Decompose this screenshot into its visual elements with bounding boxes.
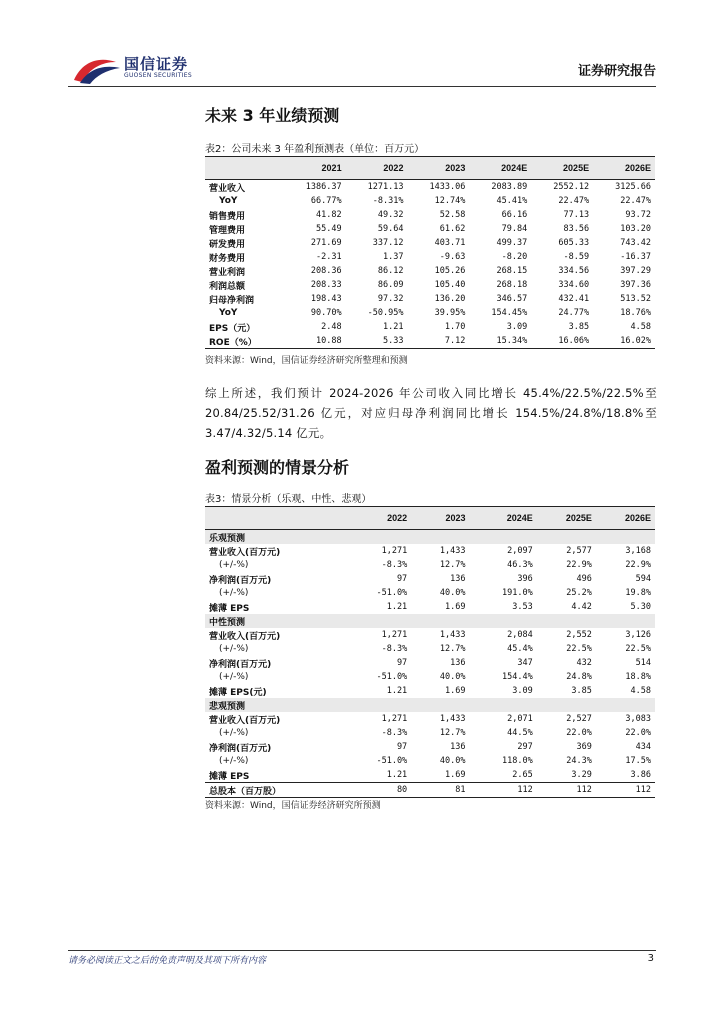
row-label: 利润总额 [209,281,246,292]
table-cell: 334.56 [558,266,590,276]
table-cell: 81 [411,783,469,798]
section-title-scenario: 盈利预测的情景分析 [205,458,350,477]
row-label: (+/-%) [219,560,249,570]
table-row [205,306,655,320]
table-cell: 2,552 [566,630,592,640]
summary-paragraph: 综上所述，我们预计 2024-2026 年公司收入同比增长 45.4%/22.5%/22.5%至 20.84/25.52/31.26 亿元，对应归母净利润同比增长 154.5%/24.8%/18.8%至 3.47/4.32/5.14 亿元。 [205,386,657,440]
table-cell: -51.0% [376,756,408,766]
table-row [205,726,655,740]
page-header [0,0,724,92]
table-cell: 136 [450,742,466,752]
table-cell: -8.3% [381,560,408,570]
table-cell: 191.0% [502,588,533,598]
table-cell: 271.69 [310,238,342,248]
table-cell: -51.0% [376,672,408,682]
table-cell: 208.36 [310,266,342,276]
table-cell: 1.69 [445,602,466,612]
table-row [205,754,655,768]
table-cell: 3.09 [506,322,528,332]
table-cell: 3.85 [568,322,590,332]
table-cell: 369 [576,742,592,752]
table-cell: 3.09 [512,686,533,696]
scenario-group-header [205,530,655,545]
table-cell: 499.37 [496,238,528,248]
column-header: 2022 [344,507,411,530]
table-row [205,334,655,349]
table-cell: 403.71 [434,238,466,248]
page-number: 3 [647,953,654,964]
table-cell: 10.88 [284,334,346,349]
table-cell: 397.29 [620,266,651,276]
row-label: 营业收入(百万元) [209,715,281,726]
table-cell: 3.86 [630,770,651,780]
table-cell: 22.0% [625,728,651,738]
table-cell: 86.12 [377,266,404,276]
table-cell: 5.33 [346,334,408,349]
row-label: 总股本（百万股） [205,783,344,798]
row-label: ROE（%） [205,334,284,349]
row-label: YoY [219,196,238,206]
table-cell: 44.5% [507,728,533,738]
table-cell: 112 [470,783,537,798]
section-title-forecast: 未来 3 年业绩预测 [205,106,340,125]
table-cell: 22.9% [566,560,592,570]
logo-text-en: GUOSEN SECURITIES [124,72,193,79]
table-cell: 1,433 [439,714,466,724]
table3-caption: 表3：情景分析（乐观、中性、悲观） [205,494,372,505]
table-cell: 2,071 [507,714,533,724]
table-cell: 297 [517,742,533,752]
table-cell: 396 [517,574,533,584]
table-cell: 1,271 [381,630,408,640]
table-cell: 17.5% [625,756,651,766]
table-row [205,264,655,278]
table-cell: 3,083 [625,714,651,724]
table-cell: 1.69 [445,686,466,696]
table-cell: 1,271 [381,546,408,556]
table-cell: 337.12 [372,238,404,248]
table-row [205,208,655,222]
table-row [205,670,655,684]
table-cell: 16.06% [531,334,593,349]
table-cell: 3125.66 [615,182,651,192]
table-cell: 2552.12 [553,182,590,192]
table-cell: 97.32 [377,294,404,304]
table-cell: 66.77% [310,196,342,206]
table-cell: 1,433 [439,546,466,556]
row-label: 营业收入 [209,183,246,194]
table-cell: 136 [450,574,466,584]
table-cell: 1.69 [445,770,466,780]
table-cell: 39.95% [434,308,466,318]
table-cell: 59.64 [377,224,404,234]
table-cell: 66.16 [501,210,528,220]
table-cell: 2083.89 [491,182,528,192]
table-row [205,236,655,250]
table-cell: 18.8% [625,672,651,682]
table-cell: 105.40 [434,280,466,290]
column-header: 2025E [537,507,596,530]
table-cell: -8.3% [381,644,408,654]
table-row [205,320,655,334]
scenario-name: 中性预测 [205,614,655,628]
report-type: 证券研究报告 [577,64,656,79]
table-cell: -50.95% [367,308,404,318]
table-cell: 22.5% [566,644,592,654]
scenario-table [205,506,655,798]
table-cell: -8.31% [372,196,404,206]
table-cell: 24.3% [566,756,592,766]
table-cell: 208.33 [310,280,342,290]
table-cell: 4.58 [630,686,651,696]
table-cell: 514 [635,658,651,668]
table-cell: 45.41% [496,196,528,206]
row-label: 营业利润 [209,267,246,278]
table-cell: 112 [596,783,655,798]
table-cell: 1.21 [382,322,404,332]
row-label: (+/-%) [219,672,249,682]
logo-text-cn: 国信证券 [124,55,189,73]
row-label: 财务费用 [209,253,246,264]
table-cell: 12.7% [439,728,466,738]
scenario-name: 乐观预测 [205,530,655,545]
table-cell: 112 [537,783,596,798]
table2-source: 资料来源：Wind，国信证券经济研究所整理和预测 [205,356,408,366]
table-row [205,292,655,306]
table-cell: 1,433 [439,630,466,640]
table-cell: 97 [396,574,408,584]
total-shares-row [205,783,655,798]
table-cell: 22.9% [625,560,651,570]
table-cell: 97 [396,658,408,668]
table-cell: 2,577 [566,546,592,556]
table-cell: 79.84 [501,224,528,234]
table-header-row [205,157,655,180]
table-cell: 347 [517,658,533,668]
column-header: 2022 [346,157,408,180]
table-row [205,222,655,236]
table-row [205,628,655,642]
table-cell: 16.02% [593,334,655,349]
table-cell: 12.7% [439,560,466,570]
table-row [205,544,655,558]
column-header: 2021 [284,157,346,180]
table-row [205,712,655,726]
table-cell: 1.21 [386,686,408,696]
table-cell: 3,126 [625,630,651,640]
table-cell: 3.53 [512,602,533,612]
table-row [205,656,655,670]
table-cell: 22.0% [566,728,592,738]
table-cell: 432.41 [558,294,590,304]
column-header: 2023 [411,507,469,530]
table-cell: 1.37 [382,252,404,262]
table-cell: 136 [450,658,466,668]
table-cell: 434 [635,742,651,752]
table-cell: 22.47% [558,196,590,206]
table-cell: 2,097 [507,546,533,556]
table-row [205,278,655,292]
table-cell: 432 [576,658,592,668]
table-cell: 12.7% [439,644,466,654]
table-cell: 1433.06 [429,182,466,192]
table-cell: -8.59 [563,252,590,262]
table-cell: 103.20 [620,224,651,234]
table-row [205,250,655,264]
table-cell: 90.70% [310,308,342,318]
table-cell: 4.42 [571,602,592,612]
table-row [205,740,655,754]
table-row [205,572,655,586]
table-cell: -9.63 [439,252,466,262]
row-label: 摊薄 EPS(元) [209,687,267,698]
table-cell: 18.76% [620,308,651,318]
row-label: 研发费用 [209,239,246,250]
column-header: 2026E [593,157,655,180]
row-label: 摊薄 EPS [209,603,250,614]
scenario-group-header [205,698,655,712]
column-header: 2026E [596,507,655,530]
table-row [205,768,655,783]
guosen-logo-icon [72,52,122,86]
table-cell: 397.36 [620,280,651,290]
table-cell: 743.42 [620,238,651,248]
table-cell: 5.30 [630,602,651,612]
table-row [205,684,655,698]
table-cell: 154.4% [502,672,533,682]
table-cell: 24.8% [566,672,592,682]
table-cell: 22.5% [625,644,651,654]
table3-source: 资料来源：Wind，国信证券经济研究所预测 [205,801,381,811]
row-label: 营业收入(百万元) [209,631,281,642]
table-cell: 496 [576,574,592,584]
table-cell: 25.2% [566,588,592,598]
table-cell: 15.34% [469,334,531,349]
table-cell: 93.72 [625,210,651,220]
table-cell: 24.77% [558,308,590,318]
column-header: 2024E [469,157,531,180]
row-label: 管理费用 [209,225,246,236]
column-header [205,507,344,530]
table-cell: 19.8% [625,588,651,598]
table-header-row [205,507,655,530]
row-label: (+/-%) [219,756,249,766]
table-row [205,586,655,600]
table-row [205,642,655,656]
column-header: 2024E [470,507,537,530]
table-cell: 3.85 [571,686,592,696]
table-cell: -8.20 [501,252,528,262]
table-cell: 46.3% [507,560,533,570]
row-label: 营业收入(百万元) [209,547,281,558]
row-label: 净利润(百万元) [209,743,272,754]
table-cell: 1.21 [386,602,408,612]
table-cell: 80 [344,783,411,798]
table-cell: 198.43 [310,294,342,304]
table-cell: 105.26 [434,266,466,276]
table-cell: -8.3% [381,728,408,738]
table-cell: 55.49 [315,224,342,234]
table-cell: 1.21 [386,770,408,780]
table-cell: 1386.37 [305,182,342,192]
header-divider [68,86,656,87]
table-cell: 40.0% [439,588,466,598]
row-label: (+/-%) [219,728,249,738]
table-cell: 268.15 [496,266,528,276]
table-cell: 118.0% [502,756,533,766]
column-header: 2023 [407,157,469,180]
row-label: EPS（元） [209,323,256,334]
row-label: 归母净利润 [209,295,255,306]
column-header [205,157,284,180]
table-cell: 3.29 [571,770,592,780]
table-cell: 346.57 [496,294,528,304]
table-cell: 136.20 [434,294,466,304]
table-cell: 2,527 [566,714,592,724]
table-cell: -2.31 [315,252,342,262]
table-cell: 268.18 [496,280,528,290]
table-cell: 61.62 [439,224,466,234]
table-cell: 594 [635,574,651,584]
table-cell: 12.74% [434,196,466,206]
table-cell: -16.37 [620,252,651,262]
disclaimer-note: 请务必阅读正文之后的免责声明及其项下所有内容 [68,956,267,966]
table-cell: 86.09 [377,280,404,290]
forecast-table [205,156,655,349]
table-cell: 41.82 [315,210,342,220]
footer-divider [68,950,656,951]
row-label: 净利润(百万元) [209,659,272,670]
table-cell: 1271.13 [367,182,404,192]
table-cell: 2,084 [507,630,533,640]
table-row [205,600,655,614]
row-label: YoY [219,308,238,318]
table-cell: 83.56 [563,224,590,234]
table-row [205,194,655,208]
table-cell: 7.12 [407,334,469,349]
table-cell: 2.65 [512,770,533,780]
table-row [205,180,655,195]
table-cell: 77.13 [563,210,590,220]
table-cell: 513.52 [620,294,651,304]
table-cell: 22.47% [620,196,651,206]
table-cell: 2.48 [321,322,342,332]
table-cell: 1,271 [381,714,408,724]
table-cell: 605.33 [558,238,590,248]
row-label: (+/-%) [219,644,249,654]
table-cell: 40.0% [439,672,466,682]
table-cell: 4.58 [630,322,651,332]
row-label: (+/-%) [219,588,249,598]
table-cell: 1.70 [444,322,466,332]
table-cell: 154.45% [491,308,528,318]
table-cell: 45.4% [507,644,533,654]
table-cell: 97 [396,742,408,752]
table-row [205,558,655,572]
scenario-name: 悲观预测 [205,698,655,712]
scenario-group-header [205,614,655,628]
row-label: 净利润(百万元) [209,575,272,586]
table-cell: -51.0% [376,588,408,598]
table-cell: 334.60 [558,280,590,290]
row-label: 摊薄 EPS [209,771,250,782]
table-cell: 49.32 [377,210,404,220]
table-cell: 40.0% [439,756,466,766]
row-label: 销售费用 [209,211,246,222]
table-cell: 3,168 [625,546,651,556]
table2-caption: 表2：公司未来 3 年盈利预测表（单位：百万元） [205,144,425,155]
table-cell: 52.58 [439,210,466,220]
guosen-logo [72,52,202,86]
column-header: 2025E [531,157,593,180]
